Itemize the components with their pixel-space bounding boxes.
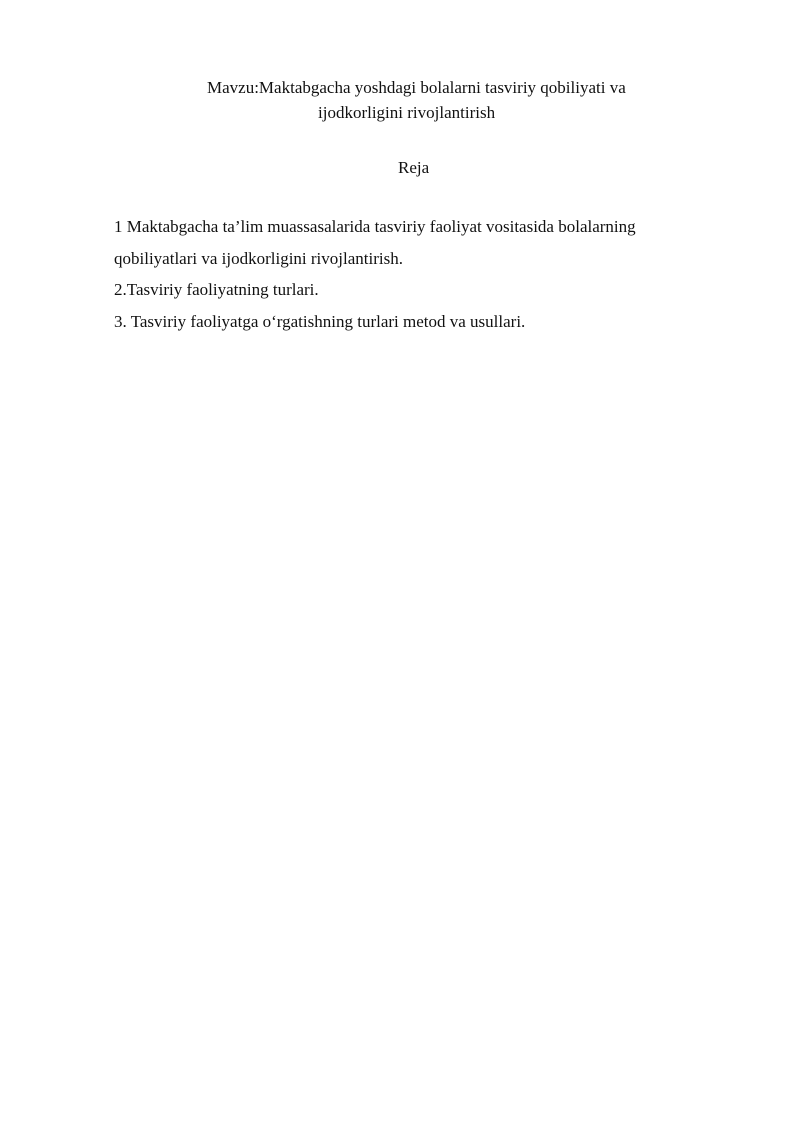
document-title-line-1: Mavzu:Maktabgacha yoshdagi bolalarni tasviriy qobiliyati va — [207, 78, 626, 97]
plan-list — [114, 211, 754, 337]
plan-item-3: 3. Tasviriy faoliyatga o‘rgatishning turlari metod va usullari. — [114, 311, 526, 331]
document-title-line-2: ijodkorligini rivojlantirish — [318, 103, 496, 122]
plan-item-1-line-1: 1 Maktabgacha ta’lim muassasalarida tasviriy faoliyat vositasida bolalarning — [114, 217, 636, 236]
plan-item-1-line-2: qobiliyatlari va ijodkorligini rivojlantirish. — [114, 248, 403, 268]
plan-item-2: 2.Tasviriy faoliyatning turlari. — [114, 280, 319, 299]
plan-heading: Reja — [398, 158, 430, 177]
